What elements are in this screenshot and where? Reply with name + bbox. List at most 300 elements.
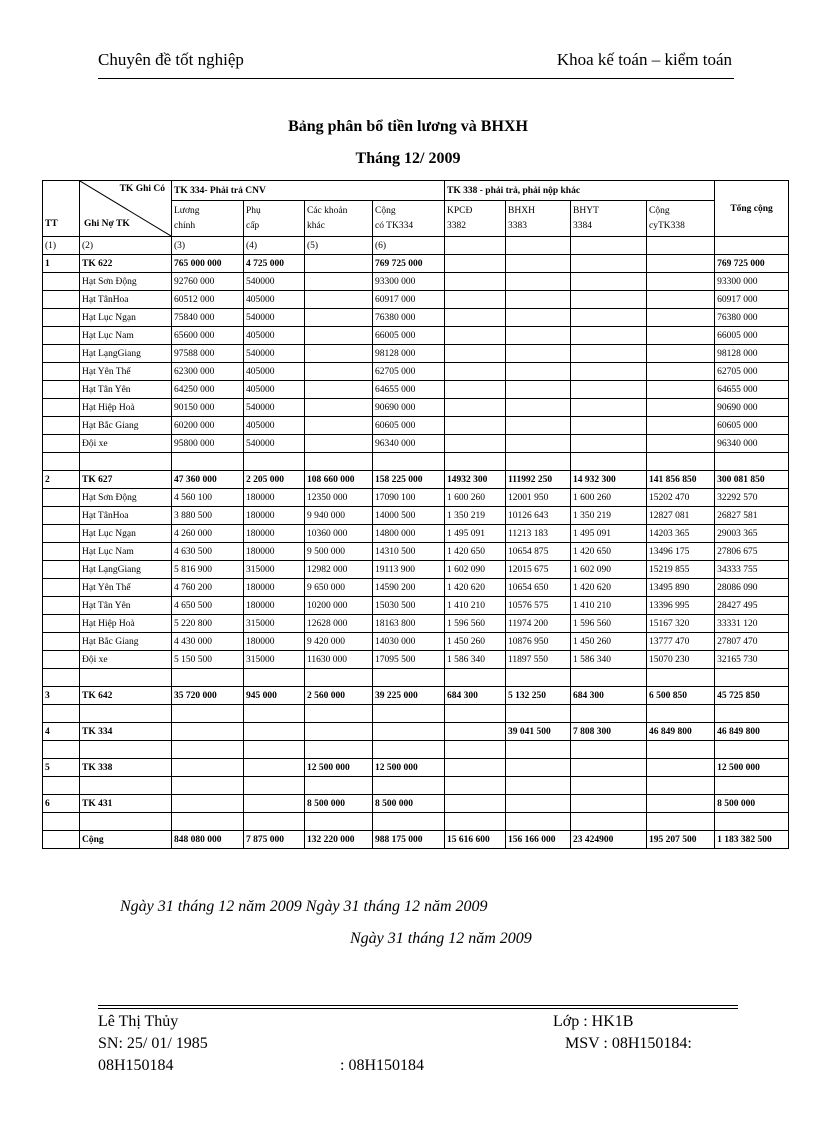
table-cell: 13496 175 — [647, 543, 715, 561]
table-cell — [506, 273, 571, 291]
table-row — [43, 705, 789, 723]
table-cell: 26827 581 — [715, 507, 789, 525]
table-cell: 9 650 000 — [305, 579, 373, 597]
table-cell: 90690 000 — [715, 399, 789, 417]
table-cell: 11213 183 — [506, 525, 571, 543]
table-cell — [445, 813, 506, 831]
table-row — [43, 831, 789, 849]
table-cell: 848 080 000 — [172, 831, 244, 849]
table-row — [43, 759, 789, 777]
table-cell — [43, 633, 80, 651]
table-cell — [172, 705, 244, 723]
table-cell — [43, 489, 80, 507]
index-row — [43, 237, 789, 255]
table-cell: 1 600 260 — [445, 489, 506, 507]
table-cell — [80, 777, 172, 795]
table-cell — [715, 813, 789, 831]
table-cell — [305, 363, 373, 381]
table-cell: 13396 995 — [647, 597, 715, 615]
table-cell — [715, 777, 789, 795]
index-cell — [506, 237, 571, 255]
table-cell: 15219 855 — [647, 561, 715, 579]
table-row — [43, 273, 789, 291]
table-cell — [445, 255, 506, 273]
table-cell — [445, 795, 506, 813]
table-row — [43, 435, 789, 453]
total-header: Tổng cộng — [715, 181, 789, 237]
table-cell — [305, 273, 373, 291]
table-row — [43, 633, 789, 651]
table-cell — [305, 417, 373, 435]
header-left: Chuyên đề tốt nghiệp — [98, 50, 244, 69]
table-cell — [647, 705, 715, 723]
table-cell — [571, 309, 647, 327]
table-cell — [244, 759, 305, 777]
table-cell: 14030 000 — [373, 633, 445, 651]
table-cell: 13495 890 — [647, 579, 715, 597]
table-cell — [571, 741, 647, 759]
table-cell: 108 660 000 — [305, 471, 373, 489]
table-cell: 4 260 000 — [172, 525, 244, 543]
table-cell: 5 132 250 — [506, 687, 571, 705]
table-cell — [445, 291, 506, 309]
table-cell: 66005 000 — [373, 327, 445, 345]
table-cell: 14800 000 — [373, 525, 445, 543]
table-cell — [506, 435, 571, 453]
subheader-line: BHXH — [508, 206, 535, 216]
table-cell: Hạt Bắc Giang — [80, 633, 172, 651]
table-row — [43, 561, 789, 579]
document-subtitle: Tháng 12/ 2009 — [355, 150, 461, 167]
index-cell — [445, 237, 506, 255]
group-338-header: TK 338 - phải trả, phải nộp khác — [445, 181, 715, 201]
table-cell: 14000 500 — [373, 507, 445, 525]
table-cell — [373, 723, 445, 741]
table-cell — [43, 597, 80, 615]
table-cell: 5 816 900 — [172, 561, 244, 579]
table-cell: 45 725 850 — [715, 687, 789, 705]
table-cell — [305, 723, 373, 741]
table-cell: 1 420 620 — [445, 579, 506, 597]
table-cell: 12 500 000 — [305, 759, 373, 777]
table-cell — [43, 525, 80, 543]
table-cell — [647, 327, 715, 345]
table-cell: 180000 — [244, 597, 305, 615]
table-cell: 2 205 000 — [244, 471, 305, 489]
table-cell: 12982 000 — [305, 561, 373, 579]
table-cell: 10576 575 — [506, 597, 571, 615]
table-cell: 1 450 260 — [445, 633, 506, 651]
table-cell: TK 622 — [80, 255, 172, 273]
table-cell — [445, 723, 506, 741]
table-cell: 7 875 000 — [244, 831, 305, 849]
table-cell: 65600 000 — [172, 327, 244, 345]
table-cell: Hạt Lục Nam — [80, 327, 172, 345]
table-cell: 180000 — [244, 489, 305, 507]
date-line-1: Ngày 31 tháng 12 năm 2009 Ngày 31 tháng 12 năm 2009 — [120, 898, 488, 915]
subheader-cell — [373, 201, 445, 237]
table-cell — [43, 291, 80, 309]
table-cell: Hạt Lục Ngạn — [80, 309, 172, 327]
table-cell — [647, 273, 715, 291]
table-cell — [244, 453, 305, 471]
table-cell: 10654 650 — [506, 579, 571, 597]
table-cell: 9 420 000 — [305, 633, 373, 651]
table-cell: 75840 000 — [172, 309, 244, 327]
table-cell: Hạt Lục Ngạn — [80, 525, 172, 543]
table-cell — [80, 705, 172, 723]
table-cell — [373, 705, 445, 723]
table-cell — [80, 669, 172, 687]
table-cell: 96340 000 — [373, 435, 445, 453]
table-cell — [373, 741, 445, 759]
table-cell — [43, 273, 80, 291]
table-cell: 46 849 800 — [647, 723, 715, 741]
table-cell: 66005 000 — [715, 327, 789, 345]
table-cell: 9 940 000 — [305, 507, 373, 525]
table-cell: 95800 000 — [172, 435, 244, 453]
table-cell — [43, 669, 80, 687]
table-cell: TK 338 — [80, 759, 172, 777]
table-cell: Hạt TânHoa — [80, 507, 172, 525]
table-cell — [172, 741, 244, 759]
table-cell: 98128 000 — [715, 345, 789, 363]
index-cell — [571, 237, 647, 255]
table-cell: 15070 230 — [647, 651, 715, 669]
table-cell — [305, 255, 373, 273]
table-cell: 32165 730 — [715, 651, 789, 669]
index-cell: (5) — [305, 237, 373, 255]
index-cell: (4) — [244, 237, 305, 255]
table-cell: 6 500 850 — [647, 687, 715, 705]
table-cell — [172, 453, 244, 471]
table-cell: 1 596 560 — [445, 615, 506, 633]
table-cell — [172, 759, 244, 777]
table-cell: 4 560 100 — [172, 489, 244, 507]
table-cell: 765 000 000 — [172, 255, 244, 273]
table-cell: 1 600 260 — [571, 489, 647, 507]
table-row — [43, 777, 789, 795]
table-cell — [571, 669, 647, 687]
table-cell — [43, 741, 80, 759]
table-cell — [80, 741, 172, 759]
table-cell: 12015 675 — [506, 561, 571, 579]
table-row — [43, 453, 789, 471]
table-cell: 60200 000 — [172, 417, 244, 435]
table-cell: 90150 000 — [172, 399, 244, 417]
table-cell — [571, 435, 647, 453]
table-cell: 405000 — [244, 327, 305, 345]
table-cell — [571, 291, 647, 309]
table-cell: Hạt LạngGiang — [80, 345, 172, 363]
table-cell — [445, 273, 506, 291]
diag-debit-label: Ghi Nợ TK — [84, 219, 130, 229]
table-cell: Hạt Yên Thế — [80, 363, 172, 381]
table-cell — [647, 813, 715, 831]
table-cell — [43, 399, 80, 417]
table-cell: 4 — [43, 723, 80, 741]
table-body — [43, 255, 789, 849]
table-cell: 10200 000 — [305, 597, 373, 615]
table-cell: 28427 495 — [715, 597, 789, 615]
table-cell: 10876 950 — [506, 633, 571, 651]
table-cell — [244, 813, 305, 831]
footer-name: Lê Thị Thủy — [98, 1013, 179, 1030]
table-cell: 10654 875 — [506, 543, 571, 561]
table-cell — [43, 309, 80, 327]
table-cell — [305, 435, 373, 453]
index-cell — [647, 237, 715, 255]
footer-divider-1 — [98, 1005, 738, 1006]
table-cell: Hạt Sơn Động — [80, 273, 172, 291]
table-cell — [571, 705, 647, 723]
table-cell: 1 183 382 500 — [715, 831, 789, 849]
table-cell: 111992 250 — [506, 471, 571, 489]
table-cell: 29003 365 — [715, 525, 789, 543]
table-cell: Hạt Lục Nam — [80, 543, 172, 561]
table-cell — [506, 777, 571, 795]
table-cell: 5 — [43, 759, 80, 777]
table-cell: 60605 000 — [715, 417, 789, 435]
table-cell: 62300 000 — [172, 363, 244, 381]
table-row — [43, 381, 789, 399]
table-cell — [445, 435, 506, 453]
table-cell: 12628 000 — [305, 615, 373, 633]
table-cell: 405000 — [244, 291, 305, 309]
table-cell — [506, 363, 571, 381]
table-cell: 11897 550 — [506, 651, 571, 669]
index-cell: (3) — [172, 237, 244, 255]
table-cell: 15167 320 — [647, 615, 715, 633]
table-cell: Hạt LạngGiang — [80, 561, 172, 579]
table-cell: 1 495 091 — [445, 525, 506, 543]
table-cell: 1 420 650 — [571, 543, 647, 561]
table-cell — [43, 453, 80, 471]
table-cell — [43, 615, 80, 633]
table-cell: 4 430 000 — [172, 633, 244, 651]
table-cell: 13777 470 — [647, 633, 715, 651]
table-cell — [506, 453, 571, 471]
table-cell — [571, 255, 647, 273]
subheader-line: có TK334 — [375, 221, 414, 231]
table-cell: 39 225 000 — [373, 687, 445, 705]
table-cell — [43, 363, 80, 381]
subheader-cell — [445, 201, 506, 237]
table-cell: 315000 — [244, 615, 305, 633]
table-cell: 8 500 000 — [305, 795, 373, 813]
table-cell — [305, 291, 373, 309]
table-cell — [43, 507, 80, 525]
table-cell: 9 500 000 — [305, 543, 373, 561]
table-cell — [43, 543, 80, 561]
table-cell: 2 560 000 — [305, 687, 373, 705]
table-row — [43, 741, 789, 759]
table-cell — [571, 399, 647, 417]
table-row — [43, 795, 789, 813]
table-cell — [647, 255, 715, 273]
table-cell — [445, 669, 506, 687]
table-cell — [445, 345, 506, 363]
table-cell: 46 849 800 — [715, 723, 789, 741]
table-row — [43, 291, 789, 309]
table-row — [43, 813, 789, 831]
table-row — [43, 525, 789, 543]
diag-credit-label: TK Ghi Có — [119, 184, 165, 194]
table-cell: 4 725 000 — [244, 255, 305, 273]
index-cell: (2) — [80, 237, 172, 255]
subheader-cell — [172, 201, 244, 237]
col-tt-header: TT — [43, 181, 80, 237]
table-cell: 62705 000 — [373, 363, 445, 381]
table-cell — [445, 363, 506, 381]
table-cell — [506, 813, 571, 831]
table-cell — [305, 453, 373, 471]
table-cell: 14203 365 — [647, 525, 715, 543]
table-cell — [172, 795, 244, 813]
subheader-line: cấp — [246, 221, 260, 231]
index-cell: (1) — [43, 237, 80, 255]
table-cell: 315000 — [244, 561, 305, 579]
table-cell: 141 856 850 — [647, 471, 715, 489]
table-cell: 988 175 000 — [373, 831, 445, 849]
table-cell: 11630 000 — [305, 651, 373, 669]
table-cell: 1 450 260 — [571, 633, 647, 651]
table-cell: 1 586 340 — [571, 651, 647, 669]
table-cell: 14932 300 — [445, 471, 506, 489]
table-cell — [43, 381, 80, 399]
table-cell — [373, 777, 445, 795]
table-cell: 34333 755 — [715, 561, 789, 579]
table-cell: 98128 000 — [373, 345, 445, 363]
table-cell — [244, 777, 305, 795]
table-cell: 3 — [43, 687, 80, 705]
table-cell: 5 220 800 — [172, 615, 244, 633]
table-cell — [571, 453, 647, 471]
table-cell: 60605 000 — [373, 417, 445, 435]
table-cell — [506, 345, 571, 363]
table-cell: 769 725 000 — [373, 255, 445, 273]
table-cell: 540000 — [244, 435, 305, 453]
table-cell: Hạt Sơn Động — [80, 489, 172, 507]
table-cell — [647, 759, 715, 777]
table-cell — [244, 669, 305, 687]
subheader-line: 3383 — [508, 221, 528, 231]
table-cell: 1 596 560 — [571, 615, 647, 633]
table-cell: 180000 — [244, 633, 305, 651]
subheader-cell — [647, 201, 715, 237]
table-cell — [80, 813, 172, 831]
table-cell — [506, 255, 571, 273]
table-cell: 64655 000 — [715, 381, 789, 399]
diagonal-header — [80, 181, 172, 237]
table-cell: 540000 — [244, 345, 305, 363]
table-row — [43, 651, 789, 669]
table-cell — [445, 777, 506, 795]
table-cell — [571, 327, 647, 345]
table-cell — [647, 669, 715, 687]
table-cell: 8 500 000 — [373, 795, 445, 813]
table-cell: 684 300 — [571, 687, 647, 705]
subheader-cell — [506, 201, 571, 237]
table-cell: TK 642 — [80, 687, 172, 705]
table-cell: TK 334 — [80, 723, 172, 741]
table-cell: TK 431 — [80, 795, 172, 813]
table-cell: 23 424900 — [571, 831, 647, 849]
header-divider — [98, 78, 734, 79]
table-cell: 15 616 600 — [445, 831, 506, 849]
table-cell: Hạt Bắc Giang — [80, 417, 172, 435]
table-cell — [43, 561, 80, 579]
footer-class: Lớp : HK1B — [553, 1013, 634, 1030]
table-cell — [715, 741, 789, 759]
footer-code-mid: : 08H150184 — [340, 1057, 424, 1074]
document-title: Bảng phân bổ tiền lương và BHXH — [288, 118, 528, 135]
table-cell: 4 650 500 — [172, 597, 244, 615]
table-cell: 300 081 850 — [715, 471, 789, 489]
table-row — [43, 309, 789, 327]
table-cell — [43, 435, 80, 453]
table-cell: 195 207 500 — [647, 831, 715, 849]
table-cell — [571, 777, 647, 795]
table-cell: 93300 000 — [715, 273, 789, 291]
table-cell: 540000 — [244, 399, 305, 417]
table-cell: 12 500 000 — [373, 759, 445, 777]
table-row — [43, 597, 789, 615]
table-cell: 33331 120 — [715, 615, 789, 633]
table-cell: 39 041 500 — [506, 723, 571, 741]
table-row — [43, 489, 789, 507]
table-cell: 5 150 500 — [172, 651, 244, 669]
table-cell: 684 300 — [445, 687, 506, 705]
table-cell: Hạt Hiệp Hoà — [80, 399, 172, 417]
table-cell: 945 000 — [244, 687, 305, 705]
table-cell: 10360 000 — [305, 525, 373, 543]
table-cell — [445, 399, 506, 417]
table-cell — [506, 327, 571, 345]
subheader-line: cyTK338 — [649, 221, 685, 231]
table-cell — [305, 327, 373, 345]
subheader-line: Các khoản — [307, 206, 348, 216]
subheader-line: Phụ — [246, 206, 261, 216]
header-right: Khoa kế toán – kiểm toán — [556, 50, 732, 69]
table-cell: 1 350 219 — [571, 507, 647, 525]
table-cell — [571, 417, 647, 435]
table-cell — [647, 345, 715, 363]
table-cell — [43, 651, 80, 669]
table-cell: 14590 200 — [373, 579, 445, 597]
allocation-table — [42, 180, 789, 849]
table-cell — [172, 723, 244, 741]
table-cell: 96340 000 — [715, 435, 789, 453]
table-cell — [647, 741, 715, 759]
table-cell — [571, 273, 647, 291]
subheader-line: chính — [174, 221, 196, 231]
index-cell: (6) — [373, 237, 445, 255]
table-cell — [715, 705, 789, 723]
table-cell: 17090 100 — [373, 489, 445, 507]
table-cell: Đội xe — [80, 435, 172, 453]
table-cell: 27807 470 — [715, 633, 789, 651]
table-cell: 60917 000 — [715, 291, 789, 309]
table-cell — [571, 759, 647, 777]
table-cell: Hạt Hiệp Hoà — [80, 615, 172, 633]
subheader-line: khác — [307, 221, 325, 231]
table-cell — [506, 309, 571, 327]
table-cell — [244, 705, 305, 723]
table-cell: 1 420 620 — [571, 579, 647, 597]
subheader-line: BHYT — [573, 206, 599, 216]
table-row — [43, 723, 789, 741]
